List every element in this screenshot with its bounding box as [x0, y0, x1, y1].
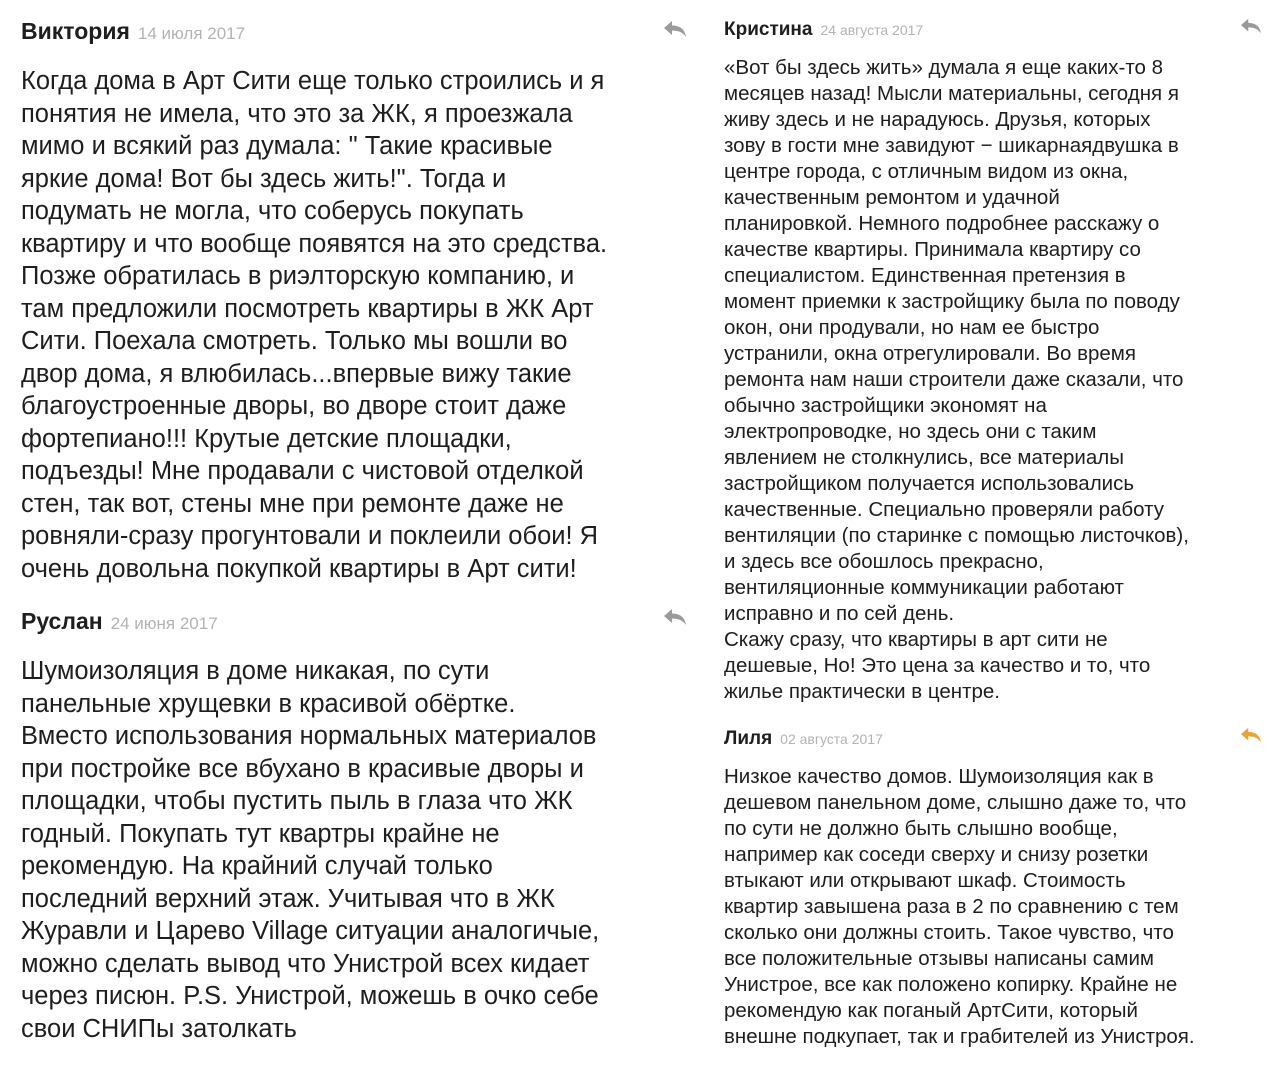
- review-text: [724, 764, 1254, 1050]
- review-text-line: окон, они продували, но нам ее быстро: [724, 316, 1100, 339]
- review-text-line: свои СНИПы затолкать: [21, 1014, 297, 1043]
- review-text-line: качественным ремонтом и удачной: [724, 186, 1060, 209]
- review-text-line: явлением не столкнулись, все материалы: [724, 446, 1124, 469]
- review-text-line: живу здесь и не нарадуюсь. Друзья, которых: [724, 108, 1151, 131]
- review-text-line: Вместо использования нормальных материалов: [21, 722, 597, 750]
- review-text-line: застройщиком получается использовались: [724, 472, 1135, 495]
- review-card: [724, 728, 1254, 1050]
- review-text-line: подумать не могла, что соберусь покупать: [21, 197, 524, 225]
- review-text-line: Позже обратилась в риэлторскую компанию, и: [21, 262, 575, 290]
- review-text-line: качественные. Специально проверяли работу: [724, 498, 1164, 521]
- review-text-line: специалистом. Единственная претензия в: [724, 264, 1126, 287]
- review-text-line: благоустроенные дворы, во дворе стоит даже: [21, 392, 567, 420]
- review-text-line: Скажу сразу, что квартиры в арт сити не: [724, 628, 1108, 651]
- review-text-line: планировкой. Немного подробнее расскажу о: [724, 212, 1160, 235]
- review-text-line: исправно и по сей день.: [724, 602, 955, 625]
- review-text-line: рекомендую. На крайний случай только: [21, 852, 493, 880]
- review-text-line: зову в гости мне завидуют − шикарнаядвушка в: [724, 134, 1179, 157]
- review-text-line: можно сделать вывод что Унистрой всех кидает: [21, 949, 590, 978]
- review-text-line: годный. Покупать тут квартры крайне не: [21, 819, 500, 848]
- review-text-line: обычно застройщики экономят на: [724, 394, 1047, 417]
- review-text-line: месяцев назад! Мысли материальны, сегодня я: [724, 82, 1179, 105]
- review-date: 24 июня 2017: [110, 614, 218, 633]
- review-card: [724, 19, 1254, 705]
- reply-icon[interactable]: [661, 606, 689, 633]
- review-text-line: Унистрое, все как положено копирку. Крайне не: [724, 973, 1178, 996]
- review-card: [21, 18, 681, 585]
- review-text-line: ремонта нам наши строители даже сказали, что: [724, 368, 1184, 391]
- review-author: Руслан: [21, 608, 103, 634]
- review-text-line: Когда дома в Арт Сити еще только строились и я: [21, 67, 605, 95]
- review-text-line: квартир завышена раза в 2 по сравнению с тем: [724, 895, 1179, 918]
- review-text-line: например как соседи сверху и снизу розетки: [724, 843, 1149, 866]
- review-text-line: втыкают или открывают шкаф. Стоимость: [724, 869, 1126, 892]
- review-text-line: электропроводке, но здесь они с таким: [724, 420, 1097, 443]
- review-text-line: при постройке все вбухано в красивые дворы и: [21, 754, 584, 783]
- review-text-line: панельные хрущевки в красивой обёртке.: [21, 689, 516, 718]
- review-text-line: мимо и всякий раз думала: " Такие красивые: [21, 132, 553, 160]
- review-text-line: площадки, чтобы пустить пыль в глаза что ЖК: [21, 787, 573, 815]
- review-author: Лиля: [724, 728, 773, 749]
- review-text-line: вентиляции (по старинке с помощью листочков),: [724, 524, 1189, 547]
- review-text-line: рекомендую как поганый АртСити, который: [724, 999, 1138, 1022]
- review-header: [724, 19, 1254, 43]
- review-text-line: жилье практически в центре.: [724, 680, 1000, 703]
- review-text-line: все положительные отзывы написаны самим: [724, 947, 1155, 970]
- review-text-line: двор дома, я влюбилась...впервые вижу такие: [21, 359, 572, 388]
- review-card: [21, 608, 681, 1045]
- review-text-line: Журавли и Царево Village ситуации аналогичые,: [21, 917, 600, 945]
- review-text-line: дешевом панельном доме, слышно даже то, что: [724, 791, 1187, 814]
- review-text-line: квартиру и что вообще появятся на это средства.: [21, 229, 608, 258]
- review-text-line: дешевые, Но! Это цена за качество и то, что: [724, 654, 1151, 677]
- review-text-line: вентиляционные коммуникации работают: [724, 576, 1124, 599]
- review-text-line: по сути не должно быть слышно вообще,: [724, 817, 1118, 840]
- review-text-line: Низкое качество домов. Шумоизоляция как в: [724, 765, 1154, 788]
- review-header: [724, 728, 1254, 752]
- review-text-line: через писюн. P.S. Унистрой, можешь в очко себе: [21, 982, 599, 1010]
- review-text: [724, 55, 1254, 705]
- review-text-line: «Вот бы здесь жить» думала я еще каких-то 8: [724, 56, 1163, 79]
- review-text-line: Сити. Поехала смотреть. Только мы вошли во: [21, 327, 568, 355]
- review-author: Виктория: [21, 18, 130, 44]
- review-text-line: очень довольна покупкой квартиры в Арт сити!: [21, 554, 577, 583]
- review-text: [21, 655, 681, 1045]
- review-text-line: качестве квартиры. Принимала квартиру со: [724, 238, 1141, 261]
- review-date: 02 августа 2017: [780, 731, 883, 747]
- review-text-line: Шумоизоляция в доме никакая, по сути: [21, 657, 490, 685]
- review-text-line: и здесь все обошлось прекрасно,: [724, 550, 1044, 573]
- reply-icon[interactable]: [661, 18, 689, 45]
- review-text-line: внешне подкупает, так и грабителей из Унистроя.: [724, 1025, 1195, 1048]
- review-text-line: яркие дома! Вот бы здесь жить!". Тогда и: [21, 164, 507, 193]
- review-text-line: сколько они должны стоить. Такое чувство, что: [724, 921, 1174, 944]
- review-text-line: там предложили посмотреть квартиры в ЖК Арт: [21, 294, 594, 323]
- review-text-line: момент приемки к застройщику была по поводу: [724, 290, 1180, 313]
- review-text-line: понятия не имела, что это за ЖК, я проезжала: [21, 99, 573, 128]
- review-text-line: стен, так вот, стены мне при ремонте даже не: [21, 489, 564, 518]
- review-header: [21, 608, 681, 638]
- review-date: 24 августа 2017: [820, 22, 924, 38]
- review-text: [21, 65, 681, 585]
- review-text-line: ровняли-сразу прогунтовали и поклеили обои! Я: [21, 522, 599, 550]
- reply-icon[interactable]: [1238, 725, 1264, 750]
- review-text-line: последний верхний этаж. Учитывая что в ЖК: [21, 884, 555, 913]
- review-text-line: центре города, с отличным видом из окна,: [724, 160, 1129, 183]
- review-text-line: устранили, окна отрегулировали. Во время: [724, 342, 1136, 365]
- review-date: 14 июля 2017: [137, 24, 246, 43]
- review-header: [21, 18, 681, 48]
- reply-icon[interactable]: [1238, 16, 1264, 41]
- review-author: Кристина: [724, 19, 813, 40]
- review-text-line: подъезды! Мне продавали с чистовой отделкой: [21, 457, 584, 485]
- review-text-line: фортепиано!!! Крутые детские площадки,: [21, 424, 512, 453]
